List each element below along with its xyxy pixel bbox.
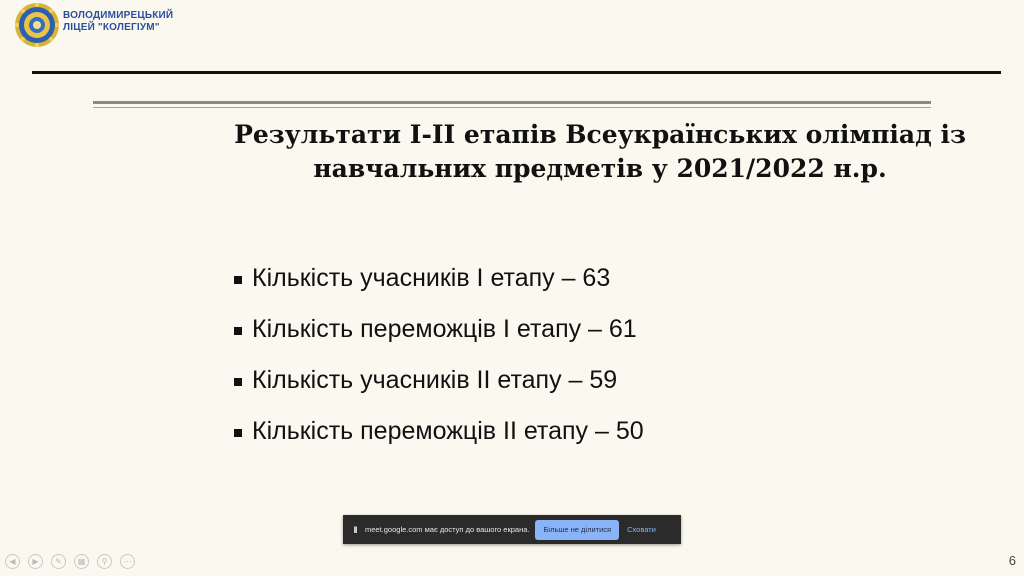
bullet-item (234, 253, 644, 304)
bullet-item (234, 406, 644, 457)
stop-sharing-button[interactable]: Більше не ділитися (535, 520, 619, 540)
school-emblem-icon (14, 2, 60, 48)
bullet-square-icon (234, 429, 242, 437)
bullet-item (234, 304, 644, 355)
bullet-square-icon (234, 327, 242, 335)
bullet-square-icon (234, 276, 242, 284)
zoom-icon[interactable]: ⚲ (97, 554, 112, 569)
school-logo (14, 2, 173, 48)
previous-slide-icon[interactable]: ◀ (5, 554, 20, 569)
next-slide-icon[interactable]: ▶ (28, 554, 43, 569)
share-message: meet.google.com має доступ до вашого екрана. (365, 525, 530, 534)
screen-share-bar (343, 515, 681, 544)
school-name-line1: ВОЛОДИМИРЕЦЬКИЙ (63, 10, 174, 21)
bullet-item (234, 355, 644, 406)
bullet-text: Кількість учасників ІІ етапу – 59 (252, 366, 618, 394)
bullet-text: Кількість учасників І етапу – 63 (252, 264, 611, 292)
header-divider (32, 71, 1001, 74)
title-divider-thick (93, 101, 931, 104)
slide-title-line1: Результати І-ІІ етапів Всеукраїнських олімпіад із (234, 120, 966, 149)
slide-title-line2: навчальних предметів у 2021/2022 н.р. (313, 154, 887, 183)
bullet-list (234, 253, 644, 457)
slideshow-controls (5, 554, 143, 569)
school-name-line2: ЛІЦЕЙ "КОЛЕГІУМ" (63, 22, 160, 33)
hide-button[interactable]: Сховати (627, 525, 656, 534)
slide-title (200, 118, 1000, 186)
drag-handle-icon[interactable]: II (353, 524, 357, 535)
school-name (63, 10, 173, 34)
slides-icon[interactable]: ▦ (74, 554, 89, 569)
slide-number: 6 (1008, 553, 1016, 568)
more-options-icon[interactable]: ⋯ (120, 554, 135, 569)
bullet-text: Кількість переможців ІІ етапу – 50 (252, 417, 644, 445)
bullet-square-icon (234, 378, 242, 386)
pen-icon[interactable]: ✎ (51, 554, 66, 569)
title-divider-thin (93, 107, 931, 108)
bullet-text: Кількість переможців І етапу – 61 (252, 315, 637, 343)
